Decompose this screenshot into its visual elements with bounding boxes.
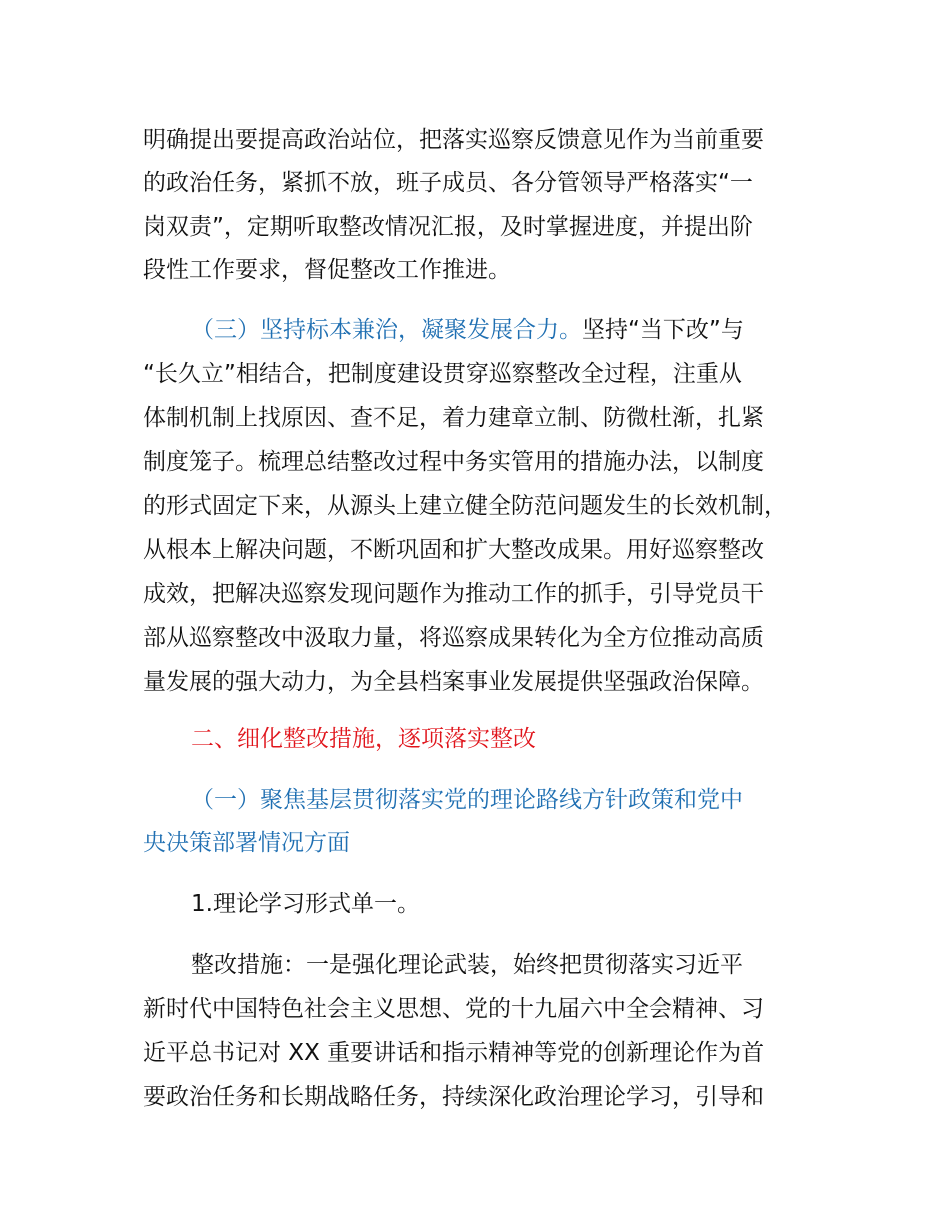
- text-line: 近平总书记对 XX 重要讲话和指示精神等党的创新理论作为首: [143, 1040, 765, 1066]
- text-line: 明确提出要提高政治站位，把落实巡察反馈意见作为当前重要: [143, 127, 764, 153]
- text-span: 坚持“当下改”与: [582, 317, 744, 343]
- text-line: 新时代中国特色社会主义思想、党的十九届六中全会精神、习: [143, 996, 764, 1022]
- text-line: 的政治任务，紧抓不放，班子成员、各分管领导严格落实“一: [143, 170, 753, 196]
- paragraph-first-line: [191, 315, 744, 345]
- subsection-heading-1: （一）聚焦基层贯彻落实党的理论路线方针政策和党中: [191, 787, 743, 813]
- subsection-heading-1-cont: 央决策部署情况方面: [143, 830, 350, 856]
- item-title: 1.理论学习形式单一。: [191, 891, 420, 917]
- text-line: 的形式固定下来，从源头上建立健全防范问题发生的长效机制，: [143, 493, 787, 519]
- text-line: 体制机制上找原因、查不足，着力建章立制、防微杜渐，扎紧: [143, 405, 764, 431]
- section-title: 二、细化整改措施，逐项落实整改: [191, 726, 536, 752]
- text-line: 要政治任务和长期战略任务，持续深化政治理论学习，引导和: [143, 1084, 764, 1110]
- text-line: 制度笼子。梳理总结整改过程中务实管用的措施办法，以制度: [143, 449, 764, 475]
- text-line: 从根本上解决问题，不断巩固和扩大整改成果。用好巡察整改: [143, 537, 764, 563]
- text-line: 段性工作要求，督促整改工作推进。: [143, 257, 511, 283]
- text-line: 量发展的强大动力，为全县档案事业发展提供坚强政治保障。: [143, 669, 764, 695]
- text-line: 整改措施：一是强化理论武装，始终把贯彻落实习近平: [191, 952, 743, 978]
- text-line: 部从巡察整改中汲取力量，将巡察成果转化为全方位推动高质: [143, 625, 764, 651]
- text-line: 成效，把解决巡察发现问题作为推动工作的抓手，引导党员干: [143, 581, 764, 607]
- text-line: 岗双责”，定期听取整改情况汇报，及时掌握进度，并提出阶: [143, 214, 753, 240]
- text-line: “长久立”相结合，把制度建设贯穿巡察整改全过程，注重从: [143, 361, 742, 387]
- subsection-heading-3: （三）坚持标本兼治，凝聚发展合力。: [191, 317, 582, 343]
